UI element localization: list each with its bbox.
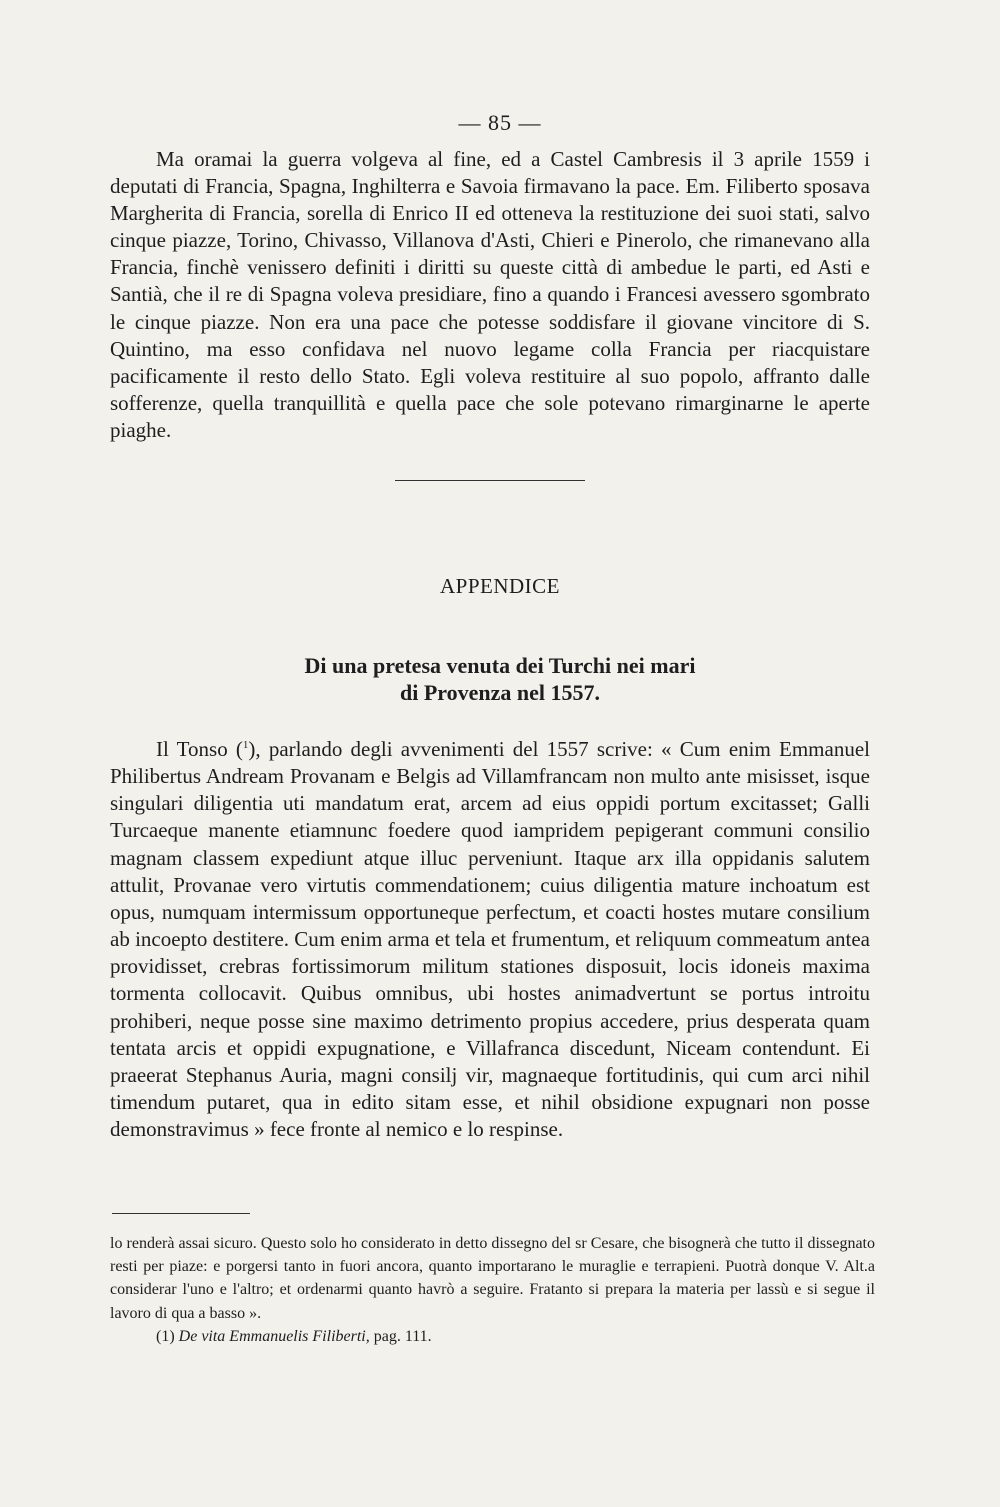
appendix-subtitle: [0, 652, 1000, 706]
footnote-1-page: pag. 111.: [373, 1327, 432, 1345]
main-paragraph-rest: ), parlando degli avvenimenti del 1557 scrive: « Cum enim Emmanuel Philibertus Andream Provanam e Belgis ad Villamfrancam non multo ante misisset, isque singulari diligentia uti mandatum erat, arcem ad eius oppidi portum excitasset; Galli Turcaeque manente etiamnunc foedere quod iampridem pepigerant communi consilio magnam classem expediunt atque illuc perveniunt. Itaque arx illa oppidanis salutem attulit, Provanae vero virtutis commendationem; cuius diligentia mature inchoatum est opus, numquam intermissum opportuneque perfectum, et coacti hostes mutare consilium ab incoepto destitere. Cum enim arma et tela et frumentum, et reliquum commeatum antea providisset, crebras fortissimorum militum stationes disposuit, locis idoneis maxima tormenta collocavit. Quibus omnibus, ubi hostes animadvertunt se portus introitu prohiberi, neque posse sine maximo detrimento propius accedere, prius desperata quam tentata arcis et oppidi expugnatione, e Villafranca discedunt, Niceam contendunt. Ei praeerat Stephanus Auria, magni consilj vir, magnaeque fortitudinis, qui cum arci nihil timendum putaret, qua in edito sitam esse, et nihil obsidione expugnari non posse demonstravimus » fece fronte al nemico e lo respinse.: [110, 737, 870, 1142]
footnote-ref-1: 1: [242, 739, 249, 751]
page-number: — 85 —: [458, 110, 542, 135]
footnote-continuation: lo renderà assai sicuro. Questo solo ho considerato in detto dissegno del sr Cesare, che bisognerà che tutto il dissegnato resti per piaze: e porgersi tanto in fuori ancora, quanto importarano le muraglie e terrapieni. Puotrà donque V. Alt.a considerar l'uno e l'altro; et ordenarmi quanto havrò a seguire. Fratanto si prepara la materia per lassù e si segue il lavoro di qua a basso ».: [110, 1235, 875, 1322]
main-paragraph-start: Il Tonso (: [156, 737, 243, 761]
main-paragraph: [110, 736, 870, 1143]
appendix-heading: APPENDICE: [439, 574, 560, 598]
subtitle-line-1: Di una pretesa venuta dei Turchi nei mari: [304, 653, 696, 678]
section-divider: [395, 480, 585, 481]
main-paragraph-block: [110, 736, 870, 1143]
intro-paragraph-block: [110, 146, 870, 444]
footnote-1: [110, 1325, 875, 1348]
footnote-divider: [112, 1213, 250, 1214]
subtitle-line-2: di Provenza nel 1557.: [399, 680, 601, 705]
intro-paragraph: Ma oramai la guerra volgeva al fine, ed a Castel Cambresis il 3 aprile 1559 i deputati di Francia, Spagna, Inghilterra e Savoia firmavano la pace. Em. Filiberto sposava Margherita di Francia, sorella di Enrico II ed otteneva la restituzione dei suoi stati, salvo cinque piazze, Torino, Chivasso, Villanova d'Asti, Chieri e Pinerolo, che rimanevano alla Francia, finchè venissero definiti i diritti su queste città di ambedue le parti, ed Asti e Santià, che il re di Spagna voleva presidiare, fino a quando i Francesi avessero sgombrato le cinque piazze. Non era una pace che potesse soddisfare il giovane vincitore di S. Quintino, ma esso confidava nel nuovo legame colla Francia per riacquistare pacificamente il resto dello Stato. Egli voleva restituire al suo popolo, affranto dalle sofferenze, quella tranquillità e quella pace che sole potevano rimarginarne le aperte piaghe.: [110, 147, 870, 442]
footnote-1-title: De vita Emmanuelis Filiberti,: [178, 1327, 370, 1345]
footnotes: [110, 1232, 875, 1348]
footnote-1-marker: (1): [156, 1327, 175, 1345]
